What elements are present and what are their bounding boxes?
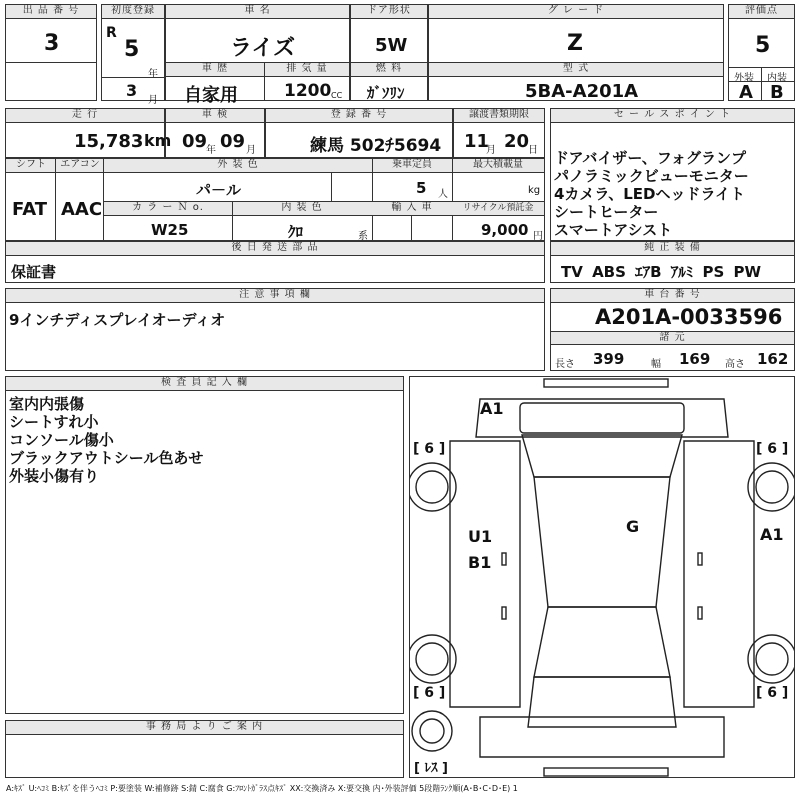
notes-box xyxy=(5,288,545,371)
type-label: 型 式 xyxy=(429,63,723,77)
plate-value: 練馬 502ﾁ5694 xyxy=(310,136,442,156)
max-load-label: 最大積載量 xyxy=(452,159,544,173)
shaken-year-unit: 年 xyxy=(206,145,216,156)
sales-points-box xyxy=(550,108,795,241)
int-color-value: ｸﾛ xyxy=(288,223,304,241)
inspector-label: 検 査 員 記 入 欄 xyxy=(6,377,403,391)
int-score-value: B xyxy=(770,82,784,103)
inspector-line: 外装小傷有り xyxy=(9,467,100,485)
notes-value: 9インチディスプレイオーディオ xyxy=(9,311,226,329)
grade-value: Z xyxy=(567,31,583,56)
grade-label: グ レ ー ド xyxy=(429,5,723,19)
ac-label: エアコン xyxy=(56,159,104,173)
grade-box xyxy=(428,4,724,101)
ext-score-label: 外装 xyxy=(734,73,754,84)
shaken-month-unit: 月 xyxy=(246,145,256,156)
capacity-label: 乗車定員 xyxy=(372,159,452,173)
ext-color-label: 外 装 色 xyxy=(104,159,372,173)
ac-value: AAC xyxy=(61,199,103,220)
transfer-box xyxy=(453,108,545,158)
fuel-value: ｶﾞｿﾘﾝ xyxy=(367,84,405,102)
inspector-box xyxy=(5,376,404,714)
inspector-line: コンソール傷小 xyxy=(9,431,114,449)
shaken-year: 09 xyxy=(182,131,208,152)
import-label: 輸 入 車 xyxy=(372,202,452,216)
mileage-unit: km xyxy=(144,131,172,150)
first-reg-year: 5 xyxy=(124,37,140,62)
fuel-label: 燃 料 xyxy=(351,63,427,77)
int-color-label: 内 装 色 xyxy=(232,202,372,216)
plate-label: 登 録 番 号 xyxy=(266,109,452,123)
damage-mark-u1: U1 xyxy=(468,527,493,546)
score-label: 評価点 xyxy=(729,5,794,19)
equipment-value: TV ABS ｴｱB ｱﾙﾐ PS PW xyxy=(561,263,762,281)
sales-point-line: パノラミックビューモニター xyxy=(554,167,749,185)
height-value: 162 xyxy=(757,350,789,368)
later-parts-box xyxy=(5,241,545,283)
damage-mark-a1-right: A1 xyxy=(760,525,784,544)
shaken-label: 車 検 xyxy=(166,109,264,123)
later-parts-value: 保証書 xyxy=(11,263,57,281)
transfer-day-unit: 日 xyxy=(528,145,538,156)
first-reg-label: 初度登録 xyxy=(102,5,164,19)
office-label: 事 務 局 よ り ご 案 内 xyxy=(6,721,403,735)
max-load-unit: kg xyxy=(528,185,541,196)
length-label: 長さ xyxy=(555,359,575,370)
car-history-value: 自家用 xyxy=(184,85,238,106)
first-reg-month-unit: 月 xyxy=(148,95,158,106)
mileage-box xyxy=(5,108,172,158)
lot-number-value: 3 xyxy=(44,31,60,56)
first-reg-era: R xyxy=(106,25,117,41)
type-value: 5BA-A201A xyxy=(525,81,639,102)
damage-diagram xyxy=(409,376,795,778)
damage-mark-b1: B1 xyxy=(468,553,492,572)
equipment-box xyxy=(550,241,795,283)
later-parts-label: 後 日 発 送 部 品 xyxy=(6,242,544,256)
capacity-unit: 人 xyxy=(438,189,448,200)
ext-score-value: A xyxy=(739,82,753,103)
shaken-month: 09 xyxy=(220,131,246,152)
sales-point-line: ドアバイザー、フォグランプ xyxy=(554,149,747,167)
length-value: 399 xyxy=(593,350,625,368)
spare-tire-status: [ ﾚｽ ] xyxy=(414,761,448,776)
shaken-box xyxy=(165,108,265,158)
mileage-label: 走 行 xyxy=(6,109,164,123)
damage-mark-a1-front-left: A1 xyxy=(480,399,504,418)
sales-point-line: スマートアシスト xyxy=(554,221,673,239)
door-value: 5W xyxy=(375,35,408,56)
tire-tread-rear-right: [ 6 ] xyxy=(756,685,789,701)
shift-value: FAT xyxy=(12,199,48,220)
lot-number-label: 出 品 番 号 xyxy=(6,5,96,19)
color-no-label: カ ラ ー Ｎ o. xyxy=(104,202,232,216)
equipment-label: 純 正 装 備 xyxy=(551,242,794,256)
notes-label: 注 意 事 項 欄 xyxy=(6,289,544,303)
chassis-box xyxy=(550,288,795,371)
displacement-label: 排 気 量 xyxy=(265,63,349,77)
car-history-label: 車 歴 xyxy=(166,63,264,77)
recycle-unit: 円 xyxy=(533,231,543,242)
door-label: ドア形状 xyxy=(351,5,427,19)
int-color-unit: 系 xyxy=(358,231,368,242)
damage-mark-g-windshield: G xyxy=(626,517,640,536)
recycle-label: リサイクル預託金 xyxy=(452,202,544,216)
transfer-label: 譲渡書類期限 xyxy=(454,109,544,123)
plate-box xyxy=(265,108,453,158)
dims-label: 諸 元 xyxy=(551,331,794,345)
chassis-label: 車 台 番 号 xyxy=(551,289,794,303)
first-reg-month: 3 xyxy=(126,81,138,100)
transfer-day: 20 xyxy=(504,131,530,152)
height-label: 高さ xyxy=(725,359,745,370)
sales-point-line: シートヒーター xyxy=(554,203,659,221)
width-value: 169 xyxy=(679,350,711,368)
model-label: 車 名 xyxy=(166,5,349,19)
sales-point-line: 4カメラ、LEDヘッドライト xyxy=(554,185,746,203)
sales-points-label: セ ー ル ス ポ イ ン ト xyxy=(551,109,794,123)
first-registration-box xyxy=(101,4,165,106)
door-box xyxy=(350,4,428,101)
tire-tread-front-right: [ 6 ] xyxy=(756,441,789,457)
score-value: 5 xyxy=(755,33,771,58)
first-reg-year-unit: 年 xyxy=(148,69,158,80)
displacement-unit: CC xyxy=(331,91,343,100)
office-box xyxy=(5,720,404,778)
int-score-label: 内装 xyxy=(767,73,787,84)
damage-legend: A:ｷｽﾞ U:ﾍｺﾐ B:ｷｽﾞを伴うﾍｺﾐ P:要塗装 W:補修跡 S:錆 C:腐食 G:ﾌﾛﾝﾄｶﾞﾗｽ点ｷｽﾞ XX:交換済み X:要交換 内･外装評価 5段階ﾗﾝｸ順(A･B･C･D･E) 1 xyxy=(6,784,518,793)
tire-tread-rear-left: [ 6 ] xyxy=(413,685,446,701)
mileage-value: 15,783 xyxy=(74,131,144,152)
car-outline-diagram xyxy=(410,377,794,777)
transfer-month: 11 xyxy=(464,131,490,152)
shift-label: シフト xyxy=(6,159,56,173)
model-box xyxy=(165,4,350,106)
color-no-value: W25 xyxy=(151,221,189,239)
inspector-line: ブラックアウトシール色あせ xyxy=(9,449,204,467)
displacement-value: 1200 xyxy=(284,81,332,101)
transfer-month-unit: 月 xyxy=(486,145,496,156)
width-label: 幅 xyxy=(651,359,661,370)
inspector-line: 室内内張傷 xyxy=(9,395,85,413)
tire-tread-front-left: [ 6 ] xyxy=(413,441,446,457)
lot-number-box xyxy=(5,4,97,101)
score-box xyxy=(728,4,795,101)
inspector-line: シートすれ小 xyxy=(9,413,99,431)
recycle-value: 9,000 xyxy=(481,221,529,239)
chassis-value: A201A-0033596 xyxy=(595,305,783,329)
model-value: ライズ xyxy=(230,36,296,61)
specs-box xyxy=(5,158,545,241)
capacity-value: 5 xyxy=(416,179,427,197)
ext-color-value: パ－ル xyxy=(196,181,242,199)
